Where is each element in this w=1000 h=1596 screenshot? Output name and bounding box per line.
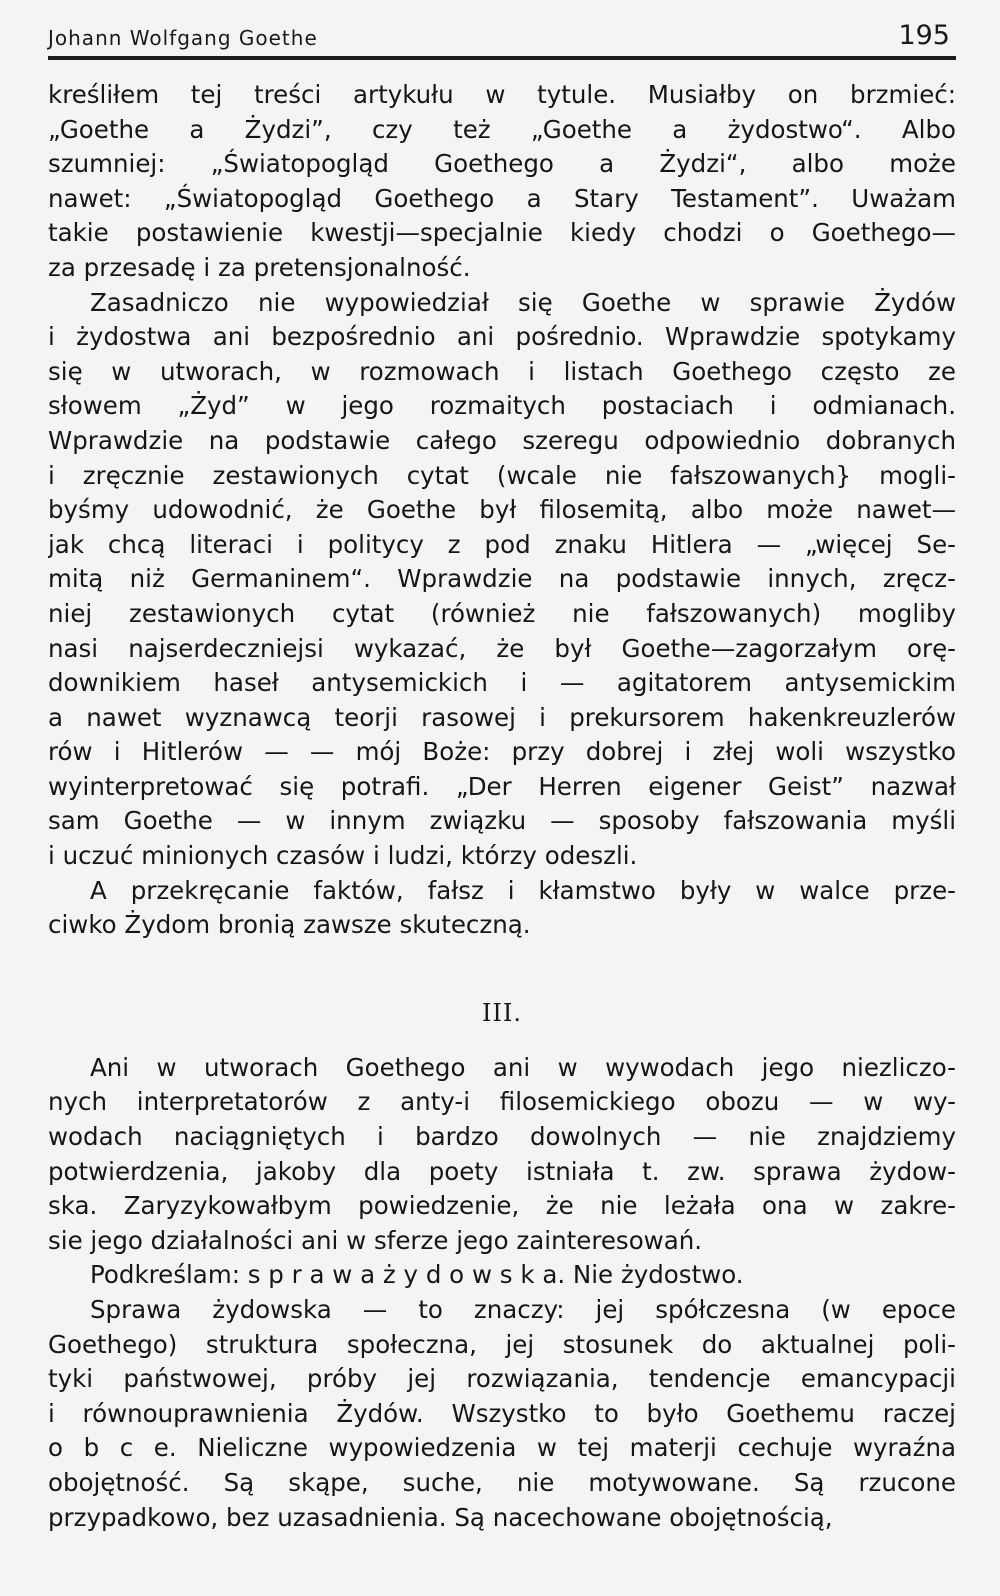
section-heading: III. xyxy=(481,998,523,1027)
text-line: ska. Zaryzykowałbym powiedzenie, że nie leżała ona w zakre- xyxy=(48,1191,956,1221)
text-line: Ani w utworach Goethego ani w wywodach jego niezliczo- xyxy=(90,1052,956,1082)
page-number: 195 xyxy=(898,20,950,51)
text-line: Sprawa żydowska — to znaczy: jej spółczesna (w epoce xyxy=(90,1295,956,1324)
text-line: i żydostwa ani bezpośrednio ani pośrednio. Wprawdzie spotykamy xyxy=(48,322,956,352)
text-line: sam Goethe — w innym związku — sposoby fałszowania myśli xyxy=(48,806,956,836)
text-line: i zręcznie zestawionych cytat (wcale nie fałszowanych} mogli- xyxy=(48,460,956,490)
text-line: kreśliłem tej treści artykułu w tytule. Musiałby on brzmieć: xyxy=(48,80,956,109)
text-line: A przekręcanie faktów, fałsz i kłamstwo były w walce prze- xyxy=(90,875,956,905)
paragraph xyxy=(48,1293,956,1535)
text-line: ciwko Żydom bronią zawsze skuteczną. xyxy=(48,910,531,940)
section-gap xyxy=(48,943,956,995)
paragraph xyxy=(48,286,956,874)
text-line: przypadkowo, bez uzasadnienia. Są nacechowane obojętnością, xyxy=(48,1502,833,1532)
text-line: Zasadniczo nie wypowiedział się Goethe w sprawie Żydów xyxy=(90,287,956,317)
text-line: wyinterpretować się potrafi. „Der Herren eigener Geist” nazwał xyxy=(48,771,956,801)
text-line: tyki państwowej, próby jej rozwiązania, tendencje emancypacji xyxy=(48,1364,956,1394)
text-line: i równouprawnienia Żydów. Wszystko to było Goethemu raczej xyxy=(48,1398,956,1428)
text-line: takie postawienie kwestji—specjalnie kiedy chodzi o Goethego— xyxy=(48,218,956,248)
body-text xyxy=(48,78,956,1535)
text-line: za przesadę i za pretensjonalność. xyxy=(48,252,471,282)
text-line: słowem „Żyd” w jego rozmaitych postaciach i odmianach. xyxy=(48,391,956,421)
text-line: niej zestawionych cytat (również nie fałszowanych) mogliby xyxy=(48,598,956,628)
running-title: Johann Wolfgang Goethe xyxy=(48,26,318,50)
text-line: Wprawdzie na podstawie całego szeregu odpowiednio dobranych xyxy=(48,425,956,455)
text-before-section xyxy=(48,78,956,943)
text-after-section xyxy=(48,1051,956,1535)
text-line: szumniej: „Światopogląd Goethego a Żydzi“, albo może xyxy=(48,149,956,179)
text-line: a nawet wyznawcą teorji rasowej i prekursorem hakenkreuzlerów xyxy=(48,702,956,732)
paragraph xyxy=(48,1258,956,1293)
text-line: byśmy udowodnić, że Goethe był filosemitą, albo może nawet— xyxy=(48,495,956,525)
text-line: wodach naciągniętych i bardzo dowolnych — nie znajdziemy xyxy=(48,1122,956,1152)
text-line: nawet: „Światopogląd Goethego a Stary Testament”. Uważam xyxy=(48,183,956,213)
text-line: potwierdzenia, jakoby dla poety istniała t. zw. sprawa żydow- xyxy=(48,1156,956,1186)
paragraph xyxy=(48,874,956,943)
paragraph xyxy=(48,78,956,286)
text-line: o b c e. Nieliczne wypowiedzenia w tej materji cechuje wyraźna xyxy=(48,1433,956,1463)
text-line: się w utworach, w rozmowach i listach Goethego często ze xyxy=(48,356,956,386)
text-line: mitą niż Germaninem“. Wprawdzie na podstawie innych, zręcz- xyxy=(48,564,956,594)
text-line: nych interpretatorów z anty-i filosemickiego obozu — w wy- xyxy=(48,1087,956,1117)
running-head xyxy=(48,20,954,60)
text-line: „Goethe a Żydzi”, czy też „Goethe a żydostwo“. Albo xyxy=(48,114,956,144)
paragraph xyxy=(48,1051,956,1259)
text-line: nasi najserdeczniejsi wykazać, że był Goethe—zagorzałym orę- xyxy=(48,633,956,663)
text-line: Goethego) struktura społeczna, jej stosunek do aktualnej poli- xyxy=(48,1329,956,1359)
header-rule xyxy=(48,56,956,60)
text-line: jak chcą literaci i politycy z pod znaku Hitlera — „więcej Se- xyxy=(48,529,956,559)
text-line: obojętność. Są skąpe, suche, nie motywowane. Są rzucone xyxy=(48,1467,956,1497)
text-line: Podkreślam: s p r a w a ż y d o w s k a. Nie żydostwo. xyxy=(90,1260,744,1290)
text-line: downikiem haseł antysemickich i — agitatorem antysemickim xyxy=(48,668,956,698)
text-line: sie jego działalności ani w sferze jego zainteresowań. xyxy=(48,1225,703,1255)
text-line: rów i Hitlerów — — mój Boże: przy dobrej i złej woli wszystko xyxy=(48,737,956,767)
text-line: i uczuć minionych czasów i ludzi, którzy odeszli. xyxy=(48,841,638,871)
